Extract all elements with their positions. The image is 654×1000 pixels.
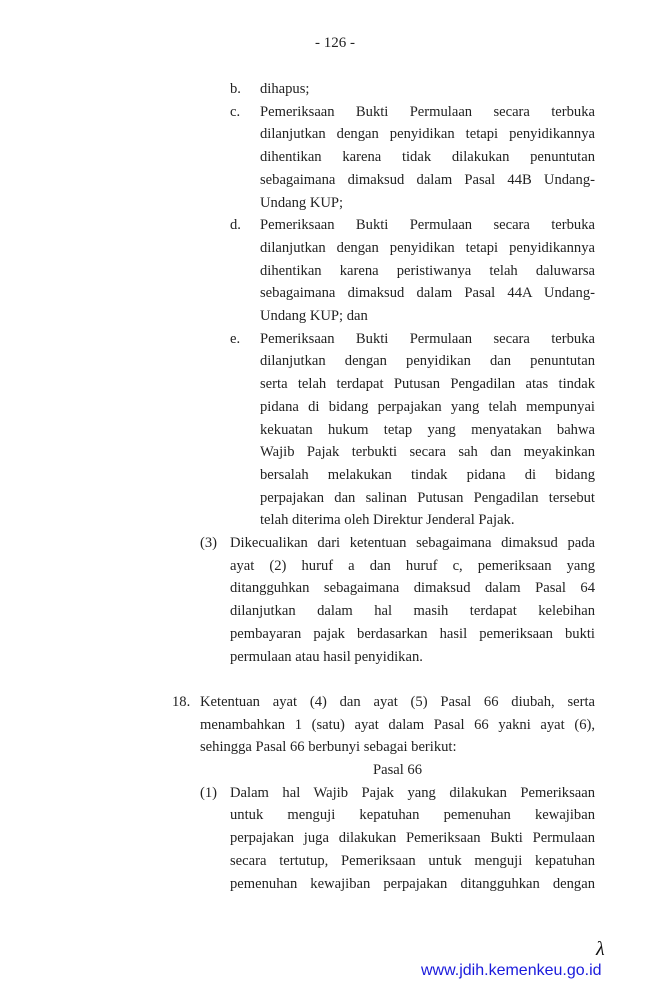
text-line: kekuatan hukum tetap yang menyatakan bahwa: [260, 421, 595, 438]
initial-signature: λ: [596, 938, 605, 960]
text-line: Pemeriksaan Bukti Permulaan secara terbuka: [260, 103, 595, 120]
item-label: (3): [200, 535, 218, 551]
text-line: telah diterima oleh Direktur Jenderal Pajak.: [260, 512, 515, 529]
text-line: dilanjutkan dalam hal masih terdapat kelebihan: [230, 603, 595, 620]
text-line: ditangguhkan sebagaimana dimaksud dalam Pasal 64: [230, 580, 595, 597]
text-line: bersalah melakukan tindak pidana di bidang: [260, 466, 595, 483]
text-line: sehingga Pasal 66 berbunyi sebagai berikut:: [200, 739, 457, 756]
text-line: Wajib Pajak terbukti secara sah dan meyakinkan: [260, 444, 595, 461]
text-line: dilanjutkan dengan penyidikan tetapi penyidikannya: [260, 126, 595, 143]
text-line: sebagaimana dimaksud dalam Pasal 44A Undang-: [260, 285, 595, 302]
text-line: dihentikan karena peristiwanya telah daluwarsa: [260, 262, 595, 279]
text-line: dilanjutkan dengan penyidikan tetapi penyidikannya: [260, 239, 595, 256]
text-line: dihentikan karena tidak dilakukan penuntutan: [260, 149, 595, 166]
item-label: (1): [200, 784, 218, 801]
text-line: pembayaran pajak berdasarkan hasil pemeriksaan bukti: [230, 625, 595, 642]
text-line: Pemeriksaan Bukti Permulaan secara terbuka: [260, 330, 595, 347]
item-label: e.: [230, 330, 241, 347]
text-line: untuk menguji kepatuhan pemenuhan kewajiban: [230, 807, 595, 824]
text-line: dihapus;: [260, 81, 310, 97]
section-heading: Pasal 66: [372, 762, 423, 778]
text-line: ayat (2) huruf a dan huruf c, pemeriksaan yang: [230, 557, 595, 574]
item-label: c.: [230, 103, 241, 120]
item-label: b.: [230, 81, 241, 97]
text-line: pemenuhan kewajiban perpajakan ditangguhkan dengan: [230, 875, 595, 892]
text-line: Undang KUP;: [260, 194, 344, 211]
source-url-link[interactable]: www.jdih.kemenkeu.go.id: [421, 962, 602, 979]
text-line: pidana di bidang perpajakan yang telah mempunyai: [260, 398, 595, 415]
text-line: sebagaimana dimaksud dalam Pasal 44B Undang-: [260, 171, 595, 188]
text-line: secara tertutup, Pemeriksaan untuk menguji kepatuhan: [230, 852, 595, 869]
text-line: serta telah terdapat Putusan Pengadilan atas tindak: [260, 376, 595, 393]
text-line: Ketentuan ayat (4) dan ayat (5) Pasal 66 diubah, serta: [200, 693, 595, 710]
text-line: perpajakan juga dilakukan Pemeriksaan Bukti Permulaan: [230, 830, 595, 847]
text-line: Dalam hal Wajib Pajak yang dilakukan Pemeriksaan: [230, 784, 595, 801]
text-line: dilanjutkan dengan penyidikan dan penuntutan: [260, 353, 595, 370]
text-line: permulaan atau hasil penyidikan.: [230, 648, 423, 665]
text-line: perpajakan dan salinan Putusan Pengadilan tersebut: [260, 489, 595, 506]
item-label: 18.: [172, 693, 191, 710]
page-number: - 126 -: [315, 35, 355, 51]
text-line: Dikecualikan dari ketentuan sebagaimana dimaksud pada: [230, 535, 595, 551]
text-line: Undang KUP; dan: [260, 308, 368, 324]
text-line: menambahkan 1 (satu) ayat dalam Pasal 66 yakni ayat (6),: [200, 716, 595, 733]
text-line: Pemeriksaan Bukti Permulaan secara terbuka: [260, 217, 595, 234]
item-label: d.: [230, 217, 241, 234]
